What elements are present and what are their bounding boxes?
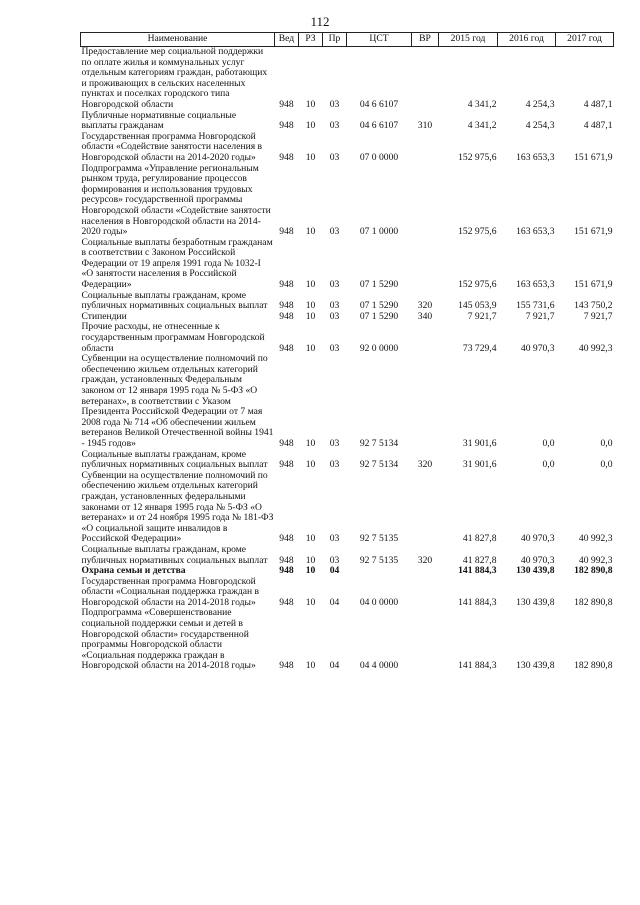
row-2015: 31 901,6 [462,459,497,471]
table-row [81,450,614,471]
row-2015: 4 341,2 [467,120,497,132]
row-pr: 03 [329,342,340,354]
row-2015: 7 921,7 [467,310,497,322]
row-ved: 948 [279,660,294,672]
row-vr: 320 [417,459,433,471]
row-ved: 948 [279,120,294,132]
row-2017: 151 671,9 [574,151,613,163]
row-2016: 163 653,3 [516,151,555,163]
row-pr: 03 [329,120,340,132]
row-rz: 10 [305,120,316,132]
row-name: Прочие расходы, не отнесенные к государственным программам Новгородской области [81,321,265,354]
row-2017: 7 921,7 [583,310,613,322]
row-2017: 40 992,3 [578,533,613,545]
row-2015: 31 901,6 [462,437,497,449]
row-name: Охрана семьи и детства [81,565,186,577]
row-2015: 152 975,6 [458,279,497,291]
row-2017: 0,0 [600,459,613,471]
table-row [81,322,614,354]
row-ved: 948 [279,226,294,238]
row-2015: 41 827,8 [462,554,497,566]
row-name: Подпрограмма «Управление региональным рынком труда, регулирование процессов формирования и использования трудовых ресурсов» государственной программы Новгородской области «Содействие занятости населения в Новгородской области на 2014-2020 годы» [81,162,271,238]
table-row [81,238,614,291]
table-row [81,164,614,238]
row-rz: 10 [305,596,316,608]
row-pr: 03 [329,437,340,449]
row-cst: 07 1 5290 [359,300,399,312]
row-2016: 4 254,3 [525,98,555,110]
row-2016: 155 731,6 [516,300,555,312]
row-pr: 03 [329,310,340,322]
row-name: Субвенции на осуществление полномочий по обеспечению жильем отдельных категорий граждан, установленных федеральными законами от 12 января 1995 года № 5-ФЗ «О ветеранах» и от 24 ноября 1995 года № 181-ФЗ «О социальной защите инвалидов в Российской Федерации» [81,469,274,545]
header-2016: 2016 год [498,33,556,47]
row-rz: 10 [305,98,316,110]
row-name: Публичные нормативные социальные выплаты гражданам [81,109,237,132]
row-pr: 04 [329,596,340,608]
row-name: Социальные выплаты гражданам, кроме публичных нормативных социальных выплат [81,289,268,312]
row-2015: 141 884,3 [458,565,497,577]
row-2016: 40 970,3 [520,554,555,566]
row-2016: 163 653,3 [516,226,555,238]
row-pr: 03 [329,226,340,238]
row-2017: 0,0 [600,437,613,449]
row-2015: 4 341,2 [467,98,497,110]
header-ved: Вед [275,33,299,47]
row-2017: 143 750,2 [574,300,613,312]
row-ved: 948 [279,300,294,312]
row-pr: 03 [329,554,340,566]
row-cst: 07 0 0000 [359,151,399,163]
row-name: Социальные выплаты безработным гражданам в соответствии с Законом Российской Федерации от 19 апреля 1991 года № 1032-I «О занятости населения в Российской Федерации» [81,236,273,291]
row-vr: 340 [417,310,433,322]
row-name: Социальные выплаты гражданам, кроме публичных нормативных социальных выплат [81,448,268,471]
row-ved: 948 [279,533,294,545]
row-rz: 10 [305,300,316,312]
row-ved: 948 [279,310,294,322]
header-rz: РЗ [299,33,323,47]
row-vr [412,132,439,164]
row-vr [412,238,439,291]
row-2017: 4 487,1 [583,98,613,110]
table-row [81,471,614,545]
row-name: Государственная программа Новгородской области «Содействие занятости населения в Новгородской области на 2014-2020 годы» [81,130,263,163]
row-ved: 948 [279,596,294,608]
row-pr: 03 [329,533,340,545]
row-pr: 03 [329,98,340,110]
row-cst: 04 6 6107 [359,120,399,132]
row-2016: 130 439,8 [516,565,555,577]
row-cst: 07 1 5290 [359,279,399,291]
row-2017: 151 671,9 [574,226,613,238]
row-2015: 152 975,6 [458,151,497,163]
row-cst: 07 1 5290 [359,310,399,322]
row-ved: 948 [279,459,294,471]
row-cst: 04 0 0000 [359,596,399,608]
row-name: Подпрограмма «Совершенствование социальной поддержки семьи и детей в Новгородской области» государственной программы Новгородской области «Социальная поддержка граждан в Новгородской области на 2014-2018 годы» [81,607,256,672]
row-2015: 73 729,4 [462,342,497,354]
row-rz: 10 [305,565,316,577]
table-row [81,577,614,609]
row-vr [412,566,439,577]
row-name: Социальные выплаты гражданам, кроме публичных нормативных социальных выплат [81,543,268,566]
row-2016: 130 439,8 [516,596,555,608]
row-2015: 152 975,6 [458,226,497,238]
table-row [81,47,614,111]
row-2017: 182 890,8 [574,660,613,672]
row-2015: 41 827,8 [462,533,497,545]
row-name: Стипендии [81,310,127,322]
row-name: Государственная программа Новгородской области «Социальная поддержка граждан в Новгородской области на 2014-2018 годы» [81,575,260,608]
row-rz: 10 [305,554,316,566]
row-rz: 10 [305,226,316,238]
row-ved: 948 [279,342,294,354]
row-ved: 948 [279,151,294,163]
header-2015: 2015 год [439,33,498,47]
row-pr: 03 [329,279,340,291]
header-pr: Пр [323,33,347,47]
row-2017: 182 890,8 [574,565,613,577]
row-2016: 4 254,3 [525,120,555,132]
row-ved: 948 [279,565,294,577]
row-pr: 03 [329,300,340,312]
row-pr: 03 [329,151,340,163]
row-vr: 320 [417,300,433,312]
budget-table [80,32,614,672]
row-rz: 10 [305,310,316,322]
row-2016: 7 921,7 [525,310,555,322]
row-cst: 04 6 6107 [359,98,399,110]
row-rz: 10 [305,342,316,354]
table-row [81,608,614,672]
row-vr [412,354,439,449]
row-rz: 10 [305,459,316,471]
header-2017: 2017 год [556,33,614,47]
row-vr [412,577,439,609]
header-cst: ЦСТ [347,33,412,47]
row-name: Субвенции на осуществление полномочий по обеспечению жильем отдельных категорий граждан, установленных Федеральным законом от 12 января 1995 года № 5-ФЗ «О ветеранах», в соответствии с Указом Президента Российской Федерации от 7 мая 2008 года № 714 «Об обеспечении жильем ветеранов Великой Отечественной войны 1941 - 1945 годов» [81,353,274,449]
row-rz: 10 [305,660,316,672]
row-vr: 320 [417,554,433,566]
row-2016: 0,0 [542,459,555,471]
row-pr: 04 [329,565,340,577]
row-pr: 04 [329,660,340,672]
row-cst: 92 7 5134 [359,437,399,449]
header-name: Наименование [81,33,275,47]
row-vr [412,47,439,111]
row-ved: 948 [279,437,294,449]
row-ved: 948 [279,554,294,566]
row-2017: 4 487,1 [583,120,613,132]
row-2017: 40 992,3 [578,342,613,354]
table-header-row [81,33,614,47]
page-number: 112 [310,14,330,29]
row-2016: 130 439,8 [516,660,555,672]
row-cst: 92 0 0000 [359,342,399,354]
table-row [81,132,614,164]
row-2015: 141 884,3 [458,660,497,672]
row-2016: 163 653,3 [516,279,555,291]
table-row [81,111,614,132]
row-2016: 40 970,3 [520,342,555,354]
row-2015: 141 884,3 [458,596,497,608]
row-cst: 92 7 5135 [359,533,399,545]
row-2015: 145 053,9 [458,300,497,312]
row-cst [347,566,412,577]
header-vr: ВР [412,33,439,47]
row-cst: 92 7 5134 [359,459,399,471]
row-2016: 40 970,3 [520,533,555,545]
row-cst: 04 4 0000 [359,660,399,672]
row-2017: 182 890,8 [574,596,613,608]
row-vr [412,608,439,672]
row-pr: 03 [329,459,340,471]
row-name: Предоставление мер социальной поддержки по оплате жилья и коммунальных услуг отдельным категориям граждан, работающих и проживающих в сельских населенных пунктах и поселках городского типа Новгородской области [81,46,268,110]
table-row [81,354,614,449]
row-cst: 07 1 0000 [359,226,399,238]
table-row [81,545,614,566]
row-vr [412,322,439,354]
row-vr: 310 [417,120,433,132]
row-vr [412,164,439,238]
table-row [81,291,614,312]
row-rz: 10 [305,279,316,291]
row-rz: 10 [305,437,316,449]
row-rz: 10 [305,151,316,163]
row-2017: 40 992,3 [578,554,613,566]
row-ved: 948 [279,98,294,110]
row-2017: 151 671,9 [574,279,613,291]
row-cst: 92 7 5135 [359,554,399,566]
row-2016: 0,0 [542,437,555,449]
row-ved: 948 [279,279,294,291]
row-vr [412,471,439,545]
row-rz: 10 [305,533,316,545]
table-body [81,47,614,673]
